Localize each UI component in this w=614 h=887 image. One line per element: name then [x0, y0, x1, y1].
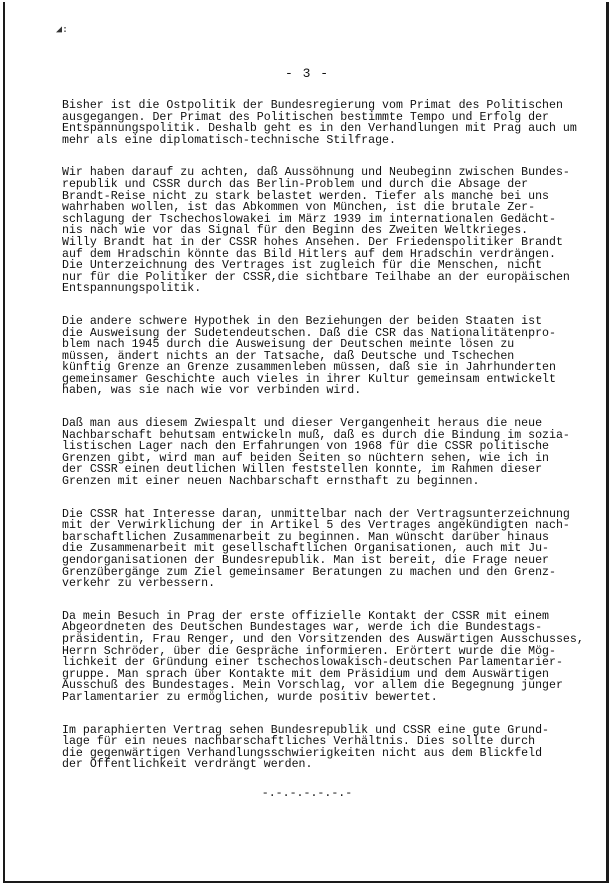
text-line: mehr als eine diplomatisch-technische Stilfrage. [62, 133, 396, 147]
text-line: lichkeit der Gründung einer tschechoslowakisch-deutschen Parlamentarier- [62, 656, 563, 670]
text-line: Brandt-Reise nicht zu stark belastet werden. Tiefer als manche bei uns [62, 189, 550, 203]
corner-marks: ◢: [56, 24, 69, 35]
text-line: Nachbarschaft behutsam entwickeln muß, daß es durch die Bindung im sozia- [62, 428, 570, 442]
text-line: Herrn Schröder, über die Gespräche informieren. Erörtert wurde die Mög- [62, 644, 556, 658]
text-line: Grenzen gibt, wird man auf beiden Seiten so nüchtern sehen, wie ich in [62, 451, 550, 465]
text-line: Grenzübergänge zum Ziel gemeinsamer Beratungen zu machen und den Grenz- [62, 565, 556, 579]
text-line: Willy Brandt hat in der CSSR hohes Ansehen. Der Friedenspolitiker Brandt [62, 235, 563, 249]
text-line: nur für die Politiker der CSSR,die sichtbare Teilhabe an der europäischen [62, 270, 570, 284]
text-line: barschaftlichen Zusammenarbeit zu beginnen. Man wünscht darüber hinaus [62, 530, 550, 544]
text-line: schlagung der Tschechoslowakei im März 1939 im internationalen Gedächt- [62, 212, 556, 226]
document-body [62, 100, 582, 792]
text-line: listischen Lager nach den Erfahrungen von 1968 für die CSSR politische [62, 440, 550, 454]
text-line: künftig Grenze an Grenze zusammenleben müssen, daß sie in Jahrhunderten [62, 361, 556, 375]
text-line: Da mein Besuch in Prag der erste offizielle Kontakt der CSSR mit einem [62, 609, 550, 623]
text-line: gemeinsamer Geschichte auch vieles in ihrer Kultur gemeinsam entwickelt [62, 372, 556, 386]
text-line: blem nach 1945 durch die Ausweisung der Deutschen meinte lösen zu [62, 338, 515, 352]
paragraph [62, 611, 582, 704]
text-line: mit der Verwirklichung der in Artikel 5 des Vertrages angekündigten nach- [62, 519, 570, 533]
text-line: der CSSR einen deutlichen Willen feststellen konnte, im Rahmen dieser [62, 463, 543, 477]
text-line: Abgeordneten des Deutschen Bundestages war, werde ich die Bundestags- [62, 621, 543, 635]
text-line: Entspannungspolitik. [62, 282, 202, 296]
text-line: lage für ein neues nachbarschaftliches Verhältnis. Dies sollte durch [62, 735, 536, 749]
paragraph [62, 167, 582, 295]
paragraph [62, 316, 582, 397]
text-line: Daß man aus diesem Zwiespalt und dieser Vergangenheit heraus die neue [62, 417, 543, 431]
text-line: Entspannungspolitik. Deshalb geht es in den Verhandlungen mit Prag auch um [62, 122, 577, 136]
text-line: gruppe. Man sprach über Kontakte mit dem Präsidium und dem Auswärtigen [62, 667, 550, 681]
text-line: gendorganisationen der Bundesrepublik. Man ist bereit, die Frage neuer [62, 554, 550, 567]
text-line: nis nach wie vor das Signal für den Beginn des Zweiten Weltkrieges. [62, 224, 529, 238]
text-line: Grenzen mit einer neuen Nachbarschaft ernsthaft zu beginnen. [62, 475, 480, 489]
text-line: der Öffentlichkeit verdrängt werden. [62, 758, 313, 772]
text-line: auf dem Hradschin könnte das Bild Hitlers auf dem Hradschin verdrängen. [62, 247, 556, 261]
text-line: Die andere schwere Hypothek in den Beziehungen der beiden Staaten ist [62, 314, 543, 328]
text-line: Im paraphierten Vertrag sehen Bundesrepublik und CSSR eine gute Grund- [62, 723, 550, 737]
text-line: republik und CSSR durch das Berlin-Problem und durch die Absage der [62, 177, 529, 191]
text-line: Ausschuß des Bundestages. Mein Vorschlag, vor allem die Begegnung junger [62, 679, 563, 693]
text-line: präsidentin, Frau Renger, und den Vorsitzenden des Auswärtigen Ausschusses, [62, 632, 584, 646]
text-line: Die Unterzeichnung des Vertrages ist zugleich für die Menschen, nicht [62, 259, 543, 273]
page-number: - 3 - [284, 66, 329, 81]
paragraph [62, 100, 582, 146]
text-line: die gegenwärtigen Verhandlungsschwierigkeiten nicht aus dem Blickfeld [62, 746, 543, 760]
text-line: die Ausweisung der Sudetendeutschen. Daß die CSR das Nationalitätenpro- [62, 326, 556, 340]
text-line: ausgegangen. Der Primat des Politischen bestimmte Tempo und Erfolg der [62, 110, 550, 124]
paragraph [62, 418, 582, 488]
text-line: wahrhaben wollen, ist das Abkommen von München, ist die brutale Zer- [62, 201, 536, 215]
text-line: Bisher ist die Ostpolitik der Bundesregierung vom Primat des Politischen [62, 99, 563, 112]
text-line: Wir haben darauf zu achten, daß Aussöhnung und Neubeginn zwischen Bundes- [62, 166, 570, 180]
text-line: Parlamentarier zu ermöglichen, wurde positiv bewertet. [62, 690, 438, 704]
text-line: die Zusammenarbeit mit gesellschaftlichen Organisationen, auch mit Ju- [62, 542, 550, 556]
text-line: Die CSSR hat Interesse daran, unmittelbar nach der Vertragsunterzeichnung [62, 507, 570, 521]
text-line: müssen, ändert nichts an der Tatsache, daß Deutsche und Tschechen [62, 349, 515, 363]
text-line: verkehr zu verbessern. [62, 577, 216, 591]
paragraph [62, 725, 582, 771]
paragraph [62, 509, 582, 590]
text-line: haben, was sie nach wie vor verbinden wird. [62, 384, 362, 398]
end-mark: -.-.-.-.-.-.- [261, 787, 353, 800]
